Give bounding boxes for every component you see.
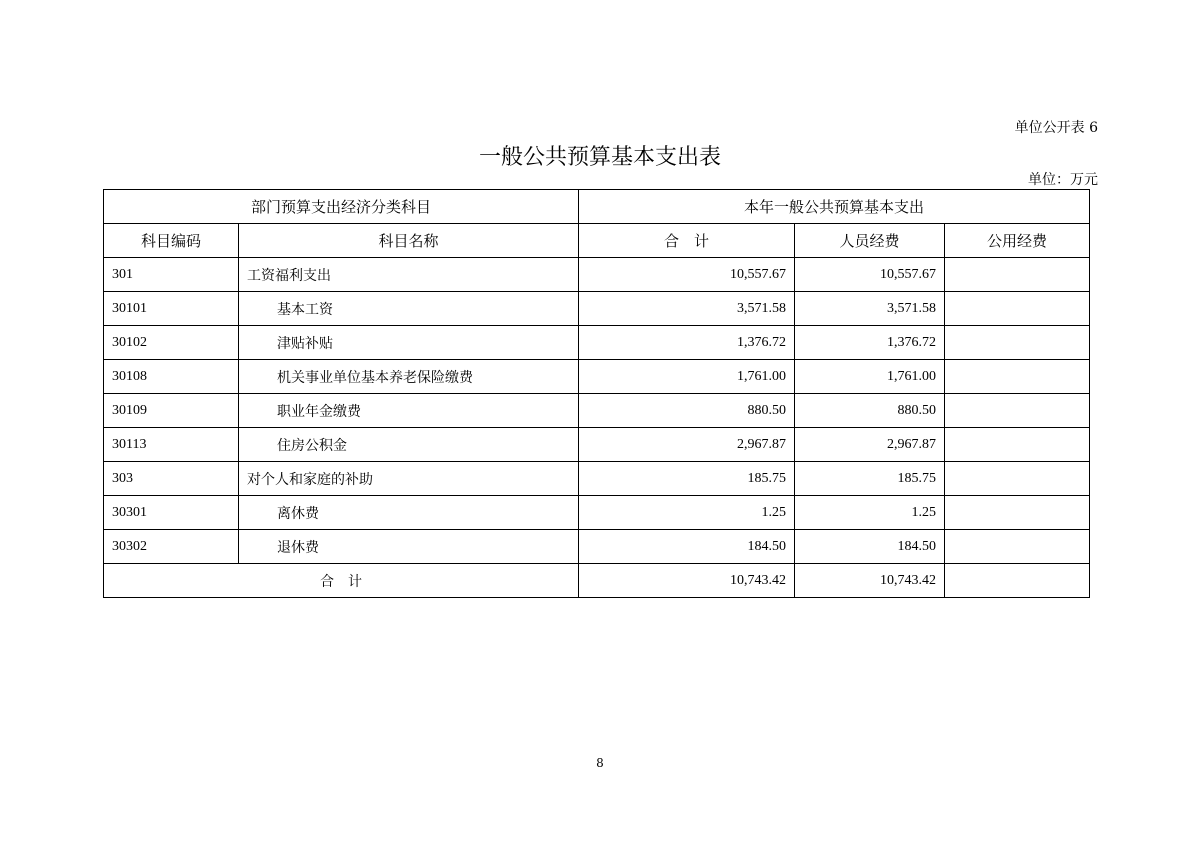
cell-total: 1.25: [579, 496, 795, 530]
cell-name: 离休费: [239, 496, 579, 530]
cell-name: 对个人和家庭的补助: [239, 462, 579, 496]
cell-public: [945, 462, 1090, 496]
table-row: [104, 360, 1090, 394]
cell-personnel: 880.50: [795, 394, 945, 428]
header-public: 公用经费: [945, 224, 1090, 258]
table-row: [104, 462, 1090, 496]
cell-public: [945, 394, 1090, 428]
cell-name: 津贴补贴: [239, 326, 579, 360]
cell-code: 30302: [104, 530, 239, 564]
cell-code: 301: [104, 258, 239, 292]
cell-total: 880.50: [579, 394, 795, 428]
cell-name: 基本工资: [239, 292, 579, 326]
cell-total: 185.75: [579, 462, 795, 496]
header-personnel: 人员经费: [795, 224, 945, 258]
budget-table: [103, 189, 1090, 598]
cell-public: [945, 428, 1090, 462]
cell-public: [945, 292, 1090, 326]
cell-personnel: 3,571.58: [795, 292, 945, 326]
cell-public: [945, 496, 1090, 530]
form-number: 单位公开表 6: [1014, 120, 1098, 136]
cell-name: 机关事业单位基本养老保险缴费: [239, 360, 579, 394]
cell-personnel: 1.25: [795, 496, 945, 530]
header-group-row: [104, 190, 1090, 224]
cell-name: 工资福利支出: [239, 258, 579, 292]
table-row: [104, 428, 1090, 462]
cell-code: 30109: [104, 394, 239, 428]
table-row: [104, 394, 1090, 428]
cell-total: 3,571.58: [579, 292, 795, 326]
cell-code: 30301: [104, 496, 239, 530]
table-row: [104, 496, 1090, 530]
cell-total: 10,557.67: [579, 258, 795, 292]
cell-total: 1,376.72: [579, 326, 795, 360]
table-row: [104, 530, 1090, 564]
cell-personnel: 10,557.67: [795, 258, 945, 292]
total-amount: 10,743.42: [579, 564, 795, 598]
cell-code: 30101: [104, 292, 239, 326]
header-name: 科目名称: [239, 224, 579, 258]
cell-public: [945, 258, 1090, 292]
header-group-expenditure: 本年一般公共预算基本支出: [579, 190, 1090, 224]
cell-name: 职业年金缴费: [239, 394, 579, 428]
header-code: 科目编码: [104, 224, 239, 258]
cell-name: 住房公积金: [239, 428, 579, 462]
header-total: 合 计: [579, 224, 795, 258]
cell-name: 退休费: [239, 530, 579, 564]
cell-personnel: 184.50: [795, 530, 945, 564]
table-row: [104, 258, 1090, 292]
cell-personnel: 185.75: [795, 462, 945, 496]
header-group-classification: 部门预算支出经济分类科目: [104, 190, 579, 224]
cell-personnel: 2,967.87: [795, 428, 945, 462]
header-column-row: [104, 224, 1090, 258]
cell-public: [945, 530, 1090, 564]
page-title: 一般公共预算基本支出表: [478, 145, 721, 170]
total-personnel: 10,743.42: [795, 564, 945, 598]
cell-code: 303: [104, 462, 239, 496]
table-row: [104, 326, 1090, 360]
total-public: [945, 564, 1090, 598]
cell-code: 30108: [104, 360, 239, 394]
cell-public: [945, 360, 1090, 394]
cell-public: [945, 326, 1090, 360]
cell-personnel: 1,761.00: [795, 360, 945, 394]
cell-code: 30113: [104, 428, 239, 462]
total-row: [104, 564, 1090, 598]
cell-code: 30102: [104, 326, 239, 360]
total-label: 合 计: [104, 564, 579, 598]
table-row: [104, 292, 1090, 326]
page-number: 8: [596, 756, 604, 770]
cell-personnel: 1,376.72: [795, 326, 945, 360]
cell-total: 184.50: [579, 530, 795, 564]
unit-label: 单位：万元: [1028, 172, 1098, 188]
cell-total: 1,761.00: [579, 360, 795, 394]
cell-total: 2,967.87: [579, 428, 795, 462]
